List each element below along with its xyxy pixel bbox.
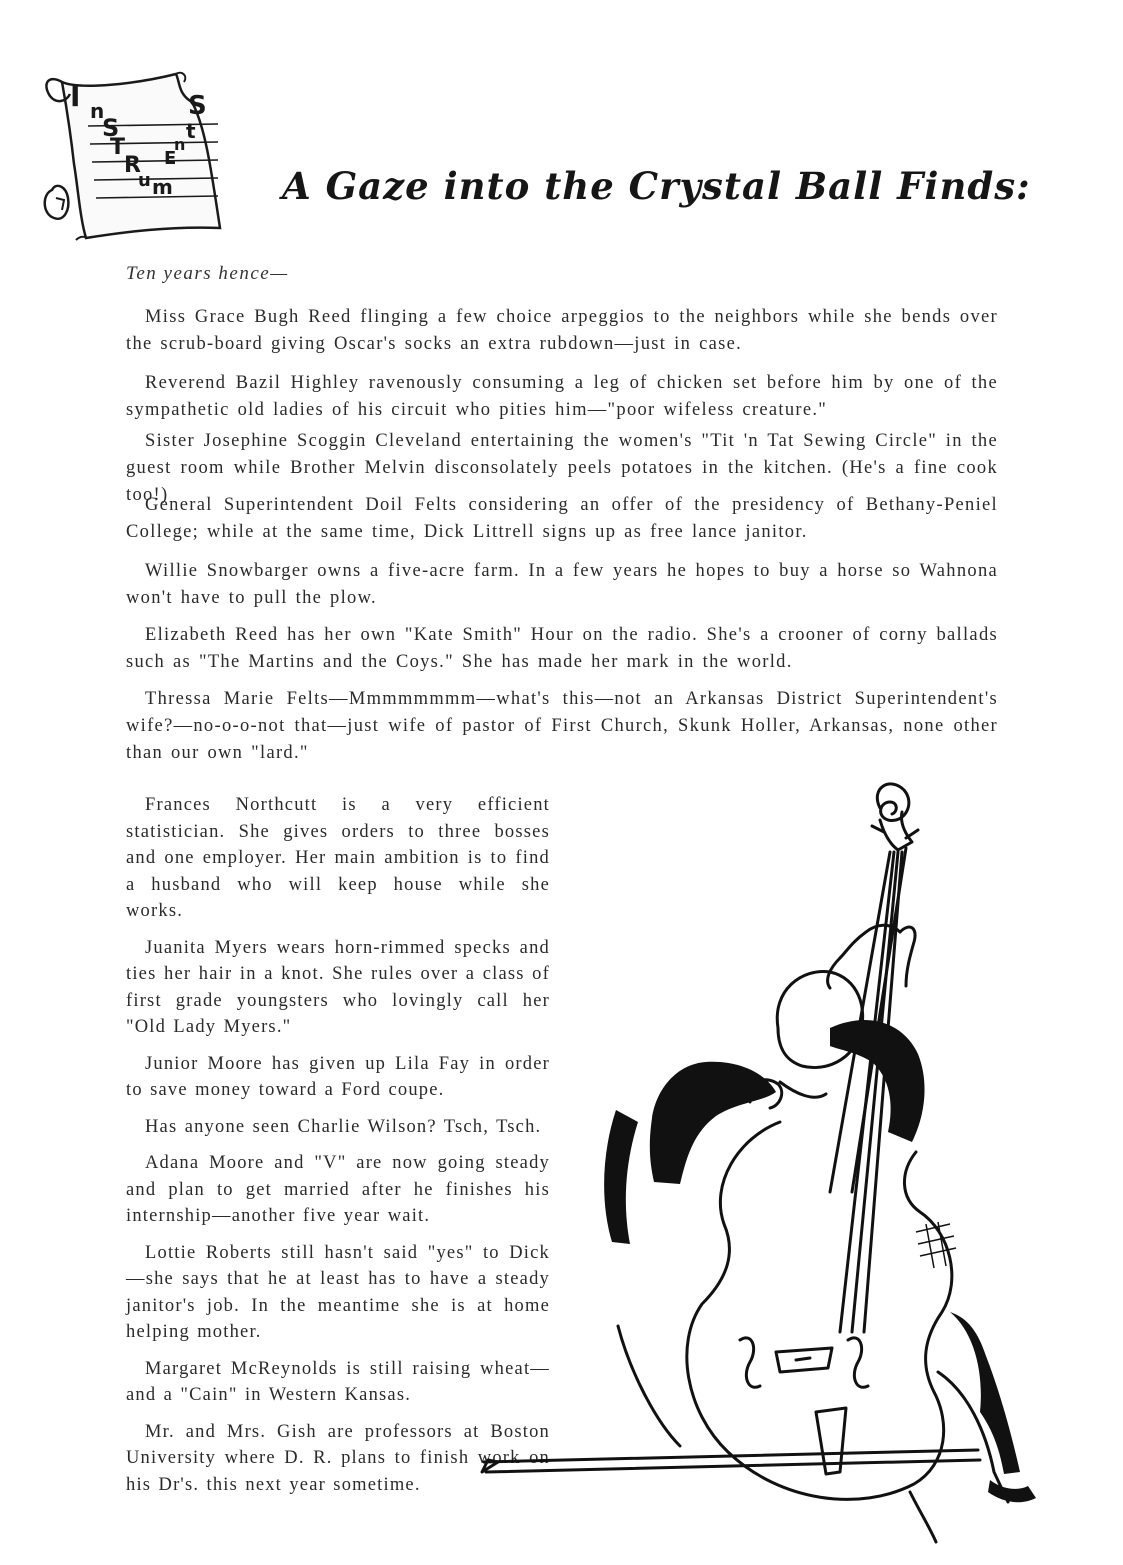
intro-line: Ten years hence— (126, 263, 289, 284)
cellist-illustration (480, 772, 1045, 1547)
prophecy-paragraph: Junior Moore has given up Lila Fay in order to save money toward a Ford coupe. (126, 1053, 550, 1100)
prophecy-paragraph: Mr. and Mrs. Gish are professors at Boston University where D. R. plans to finish work on his Dr's. this next year sometime. (126, 1421, 550, 1495)
scroll-letter: T (110, 135, 126, 160)
scroll-letter: R (124, 153, 141, 178)
prophecy-paragraph: Frances Northcutt is a very efficient statistician. She gives orders to three bosses and one employer. Her main ambition is to find a husband who will keep house while she works. (126, 795, 550, 921)
prophecy-paragraph: Reverend Bazil Highley ravenously consuming a leg of chicken set before him by one of the sympathetic old ladies of his circuit who pities him—"poor wifeless creature." (126, 373, 998, 420)
prophecy-paragraph: Thressa Marie Felts—Mmmmmmmm—what's this—not an Arkansas District Superintendent's wife?—no-o-o-not that—just wife of pastor of First Church, Skunk Holler, Arkansas, none other than our own "lard." (126, 689, 998, 763)
scroll-letter: S (102, 114, 120, 142)
scroll-letter: u (138, 170, 151, 191)
prophecy-paragraph: Sister Josephine Scoggin Cleveland entertaining the women's "Tit 'n Tat Sewing Circle" in the guest room while Brother Melvin disconsolately peels potatoes in the kitchen. (He's a fine cook too!) (126, 431, 998, 505)
scroll-letter: t (186, 119, 196, 143)
prophecy-paragraph: General Superintendent Doil Felts considering an offer of the presidency of Bethany-Peniel College; while at the same time, Dick Littrell signs up as free lance janitor. (126, 495, 998, 542)
prophecy-paragraph: Adana Moore and "V" are now going steady and plan to get married after he finishes his internship—another five year wait. (126, 1153, 550, 1226)
prophecy-paragraph: Lottie Roberts still hasn't said "yes" to Dick—she says that he at least has to have a steady janitor's job. In the meantime she is at home helping mother. (126, 1242, 550, 1342)
instruments-scroll-logo (40, 68, 230, 243)
scroll-letter: m (152, 175, 173, 199)
prophecy-paragraph: Elizabeth Reed has her own "Kate Smith" Hour on the radio. She's a crooner of corny ballads such as "The Martins and the Coys." She has made her mark in the world. (126, 625, 998, 672)
scroll-letter: n (90, 99, 105, 123)
scroll-letter: S (188, 91, 207, 121)
prophecy-paragraph: Has anyone seen Charlie Wilson? Tsch, Tsch. (145, 1116, 542, 1137)
prophecy-paragraph: Juanita Myers wears horn-rimmed specks and ties her hair in a knot. She rules over a class of first grade youngsters who lovingly call her "Old Lady Myers." (126, 937, 550, 1037)
scroll-letter: E (164, 148, 177, 169)
prophecy-paragraph: Margaret McReynolds is still raising wheat—and a "Cain" in Western Kansas. (126, 1358, 550, 1405)
scroll-letter: I (70, 80, 81, 113)
scroll-letter: n (174, 135, 186, 154)
prophecy-paragraph: Miss Grace Bugh Reed flinging a few choice arpeggios to the neighbors while she bends over the scrub-board giving Oscar's socks an extra rubdown—just in case. (126, 307, 998, 354)
page-title: A Gaze into the Crystal Ball Finds: (282, 164, 1031, 208)
prophecy-paragraph: Willie Snowbarger owns a five-acre farm. In a few years he hopes to buy a horse so Wahnona won't have to pull the plow. (126, 561, 998, 608)
